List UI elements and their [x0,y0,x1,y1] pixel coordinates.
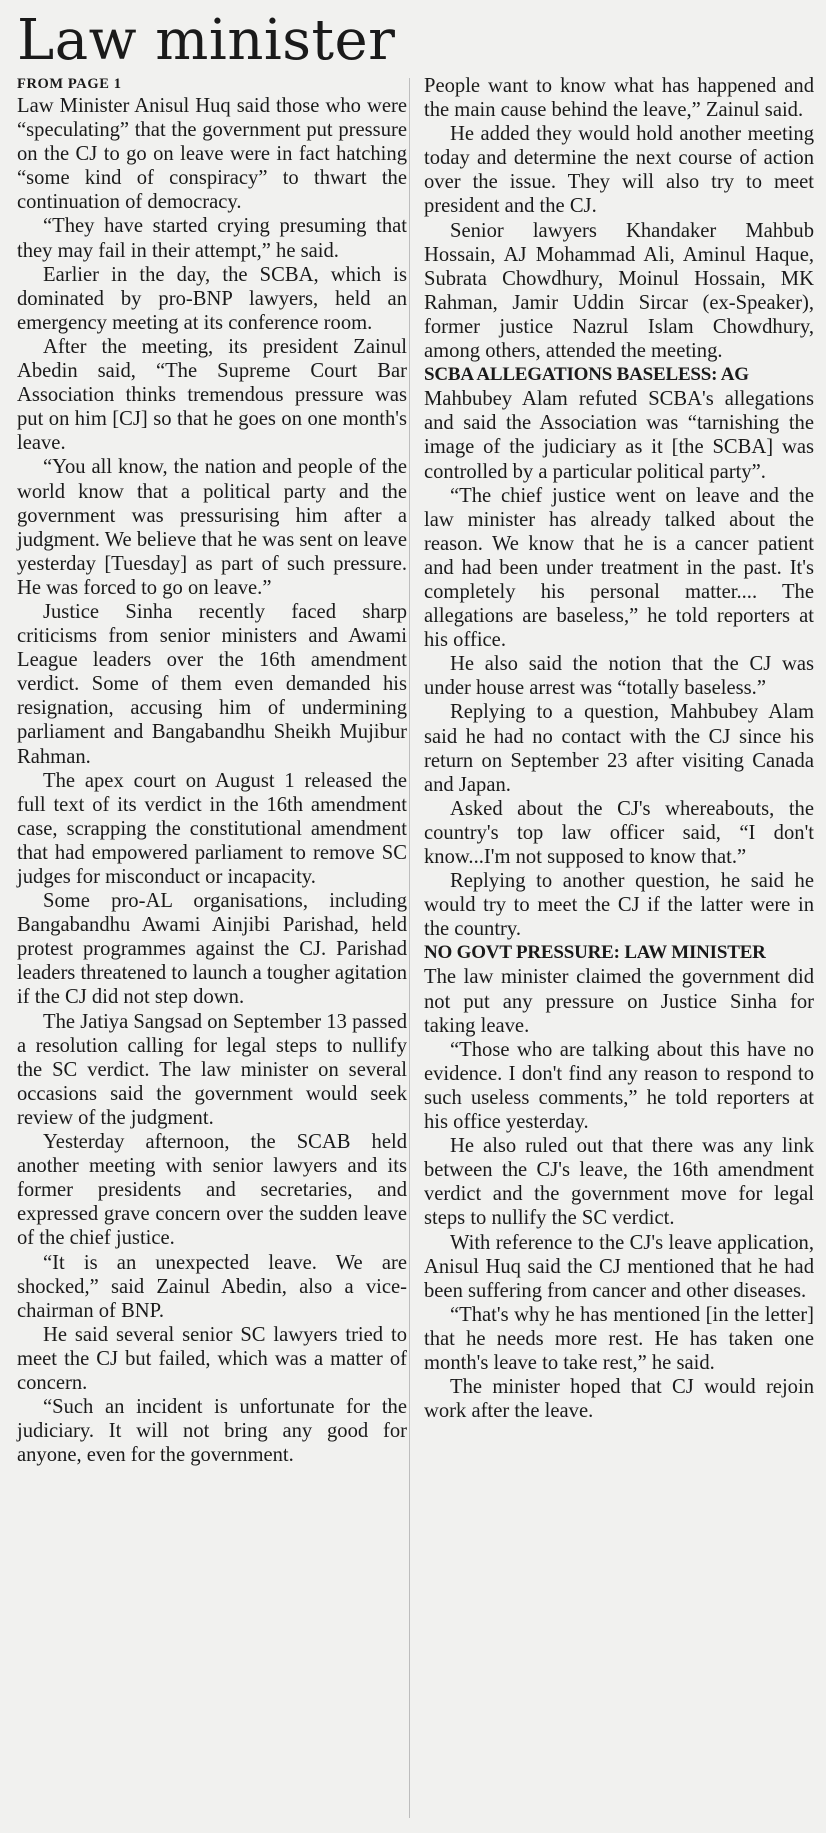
paragraph: Senior lawyers Khandaker Mahbub Hossain, AJ Mohammad Ali, Aminul Haque, Subrata Chowdhury, Moinul Hossain, MK Rahman, Jamir Uddin Sircar (ex-Speaker), former justice Nazrul Islam Chowdhury, among others, attended the meeting. [424,219,814,363]
headline: Law minister [17,8,396,73]
paragraph: “You all know, the nation and people of the world know that a political party and the government was pressurising him after a judgment. We believe that he was sent on leave yesterday [Tuesday] as part of such pressure. He was forced to go on leave.” [17,456,407,599]
paragraph: Justice Sinha recently faced sharp criticisms from senior ministers and Awami League leaders over the 16th amendment verdict. Some of them even demanded his resignation, accusing him of undermining parliament and Bangabandhu Sheikh Mujibur Rahman. [17,600,407,768]
paragraph: After the meeting, its president Zainul Abedin said, “The Supreme Court Bar Association thinks tremendous pressure was put on him [CJ] so that he goes on one month's leave. [17,335,407,455]
paragraph: Yesterday afternoon, the SCAB held another meeting with senior lawyers and its former presidents and secretaries, and expressed grave concern over the sudden leave of the chief justice. [17,1131,407,1250]
paragraph: The law minister claimed the government did not put any pressure on Justice Sinha for taking leave. [424,966,814,1037]
paragraph: “Such an incident is unfortunate for the judiciary. It will not bring any good for anyone, even for the government. [17,1396,407,1467]
paragraph: Mahbubey Alam refuted SCBA's allegations and said the Association was “tarnishing the image of the judiciary as it [the SCBA] was controlled by a particular political party”. [424,388,814,483]
subheading-ag: SCBA ALLEGATIONS BASELESS: AG [424,364,749,386]
paragraph: People want to know what has happened and the main cause behind the leave,” Zainul said. [424,75,814,122]
paragraph: The minister hoped that CJ would rejoin work after the leave. [424,1376,814,1423]
paragraph: Replying to another question, he said he would try to meet the CJ if the latter were in the country. [424,870,814,941]
paragraph: Earlier in the day, the SCBA, which is dominated by pro-BNP lawyers, held an emergency meeting at its conference room. [17,263,407,334]
paragraph: He said several senior SC lawyers tried to meet the CJ but failed, which was a matter of concern. [17,1323,407,1394]
paragraph: Law Minister Anisul Huq said those who were “speculating” that the government put pressure on the CJ to go on leave were in fact hatching “some kind of conspiracy” to thwart the continuation of democracy. [17,95,407,214]
kicker: FROM PAGE 1 [17,76,122,92]
paragraph: The Jatiya Sangsad on September 13 passed a resolution calling for legal steps to nullify the SC verdict. The law minister on several occasions said the government would seek review of the judgment. [17,1010,407,1129]
paragraph: “Those who are talking about this have no evidence. I don't find any reason to respond to such useless comments,” he told reporters at his office yesterday. [424,1038,814,1134]
subheading-law-minister: NO GOVT PRESSURE: LAW MINISTER [424,942,766,964]
paragraph: “The chief justice went on leave and the law minister has already talked about the reason. We know that he is a cancer patient and had been under treatment in the past. It's completely his personal matter.... The allegations are baseless,” he told reporters at his office. [424,484,814,652]
paragraph: “They have started crying presuming that they may fail in their attempt,” he said. [17,215,407,262]
paragraph: He also said the notion that the CJ was under house arrest was “totally baseless.” [424,653,814,700]
paragraph: He added they would hold another meeting today and determine the next course of action over the issue. They will also try to meet president and the CJ. [424,123,814,218]
paragraph: Replying to a question, Mahbubey Alam said he had no contact with the CJ since his return on September 23 after visiting Canada and Japan. [424,701,814,796]
column-divider [409,78,410,1818]
paragraph: The apex court on August 1 released the full text of its verdict in the 16th amendment case, scrapping the constitutional amendment that had empowered parliament to remove SC judges for misconduct or incapacity. [17,769,407,888]
paragraph: “It is an unexpected leave. We are shocked,” said Zainul Abedin, also a vice-chairman of BNP. [17,1251,407,1322]
article-body [17,74,814,1467]
column-left [17,74,407,1467]
paragraph: Some pro-AL organisations, including Bangabandhu Awami Ainjibi Parishad, held protest programmes against the CJ. Parishad leaders threatened to launch a tougher agitation if the CJ did not step down. [17,890,407,1009]
column-right [424,74,814,1467]
paragraph: Asked about the CJ's whereabouts, the country's top law officer said, “I don't know...I'm not supposed to know that.” [424,797,814,868]
paragraph: He also ruled out that there was any link between the CJ's leave, the 16th amendment verdict and the government move for legal steps to nullify the SC verdict. [424,1135,814,1230]
paragraph: “That's why he has mentioned [in the letter] that he needs more rest. He has taken one month's leave to take rest,” he said. [424,1303,814,1374]
paragraph: With reference to the CJ's leave application, Anisul Huq said the CJ mentioned that he had been suffering from cancer and other diseases. [424,1231,814,1302]
